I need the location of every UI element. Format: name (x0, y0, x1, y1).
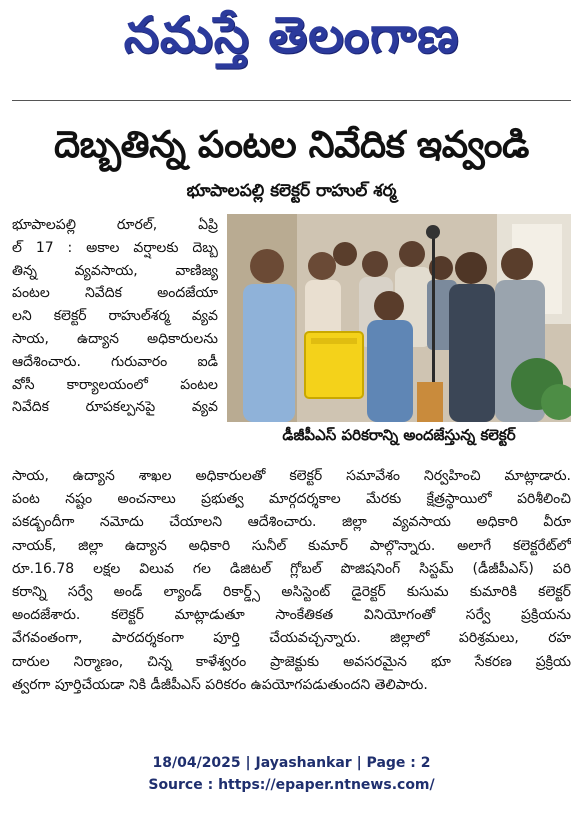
body-line: పంట నష్టం అంచనాలు ప్రభుత్వ మార్గదర్శకాల మేరకు క్షేత్రస్థాయిలో పరిశీలించి (12, 491, 571, 508)
body-line: పకడ్బందీగా నమోదు చేయాలని ఆదేశించారు. జిల్లా వ్యవసాయ అధికారి వీరూ (12, 514, 571, 531)
body-line: నాయక్, జిల్లా ఉద్యాన అధికారి సునీల్ కుమార్ పాల్గొన్నారు. అలాగే కలెక్టరేట్‌లో (12, 537, 571, 554)
photo-caption-text: డీజీపీఎస్ పరికరాన్ని అందజేస్తున్న కలెక్టర్ (282, 426, 516, 444)
body-line: దారుల నిర్మాణం, చిన్న కాళేశ్వరం ప్రాజెక్టుకు అవసరమైన భూ సేకరణ ప్రక్రియ (12, 653, 571, 670)
masthead-title: నమస్తే తెలంగాణ (123, 5, 460, 64)
article-column-text (12, 214, 218, 419)
body-line: త్వరగా పూర్తిచేయడా నికి డీజీపీఎస్ పరికరం ఉపయోగపడుతుందని తెలిపారు. (12, 676, 428, 693)
masthead (0, 5, 583, 74)
news-photo (227, 214, 571, 422)
photo-caption (227, 422, 571, 452)
article-headline (8, 122, 575, 176)
masthead-divider (12, 100, 571, 101)
column-line: పంటల నివేదిక అందజేయా (12, 285, 218, 302)
column-line: భూపాలపల్లి రూరల్, ఏప్రి (12, 217, 218, 233)
footer-date-line: 18/04/2025 | Jayashankar | Page : 2 (152, 755, 431, 771)
body-line: కరాన్ని సర్వే అండ్ ల్యాండ్ రికార్డ్స్ అసిస్టెంట్ డైరెక్టర్ కుసుమ కుమారికి కలెక్టర్ (12, 584, 571, 601)
news-photo-illustration (227, 214, 571, 422)
column-line: వోసీ కార్యాలయంలో పంటల (12, 376, 218, 393)
headline-text: దెబ్బతిన్న పంటల నివేదిక ఇవ్వండి (54, 123, 529, 166)
body-line: సాయ, ఉద్యాన శాఖల అధికారులతో కలెక్టర్ సమావేశం నిర్వహించి మాట్లాడారు. (12, 468, 571, 484)
article-body-text (12, 465, 571, 697)
page-footer (0, 752, 583, 796)
column-line: నివేదిక రూపకల్పనపై వ్యవ (12, 399, 218, 416)
body-line: వేగవంతంగా, పారదర్శకంగా పూర్తి చేయవచ్చన్నారు. జిల్లాలో పరిశ్రమలు, రహ (12, 630, 571, 647)
footer-source-link[interactable]: Source : https://epaper.ntnews.com/ (148, 777, 435, 793)
column-line: లని కలెక్టర్ రాహుల్‌శర్మ వ్యవ (12, 308, 218, 325)
column-line: తిన్న వ్యవసాయ, వాణిజ్య (12, 262, 218, 279)
body-line: రూ.16.78 లక్షల విలువ గల డిజిటల్ గ్లోబల్ పొజిషనింగ్ సిస్టమ్ (డీజీపీఎస్) పరి (12, 560, 571, 577)
column-line: సాయ, ఉద్యాన అధికారులను (12, 330, 218, 347)
column-line: ల్ 17 : అకాల వర్షాలకు దెబ్బ (12, 239, 218, 256)
subhead-text: భూపాలపల్లి కలెక్టర్ రాహుల్ శర్మ (186, 181, 397, 201)
article-subhead (0, 179, 583, 207)
body-line: అందజేశారు. కలెక్టర్ మాట్లాడుతూ సాంకేతికత వినియోగంతో సర్వే ప్రక్రియను (12, 607, 571, 624)
column-line: ఆదేశించారు. గురువారం ఐడీ (12, 353, 218, 370)
